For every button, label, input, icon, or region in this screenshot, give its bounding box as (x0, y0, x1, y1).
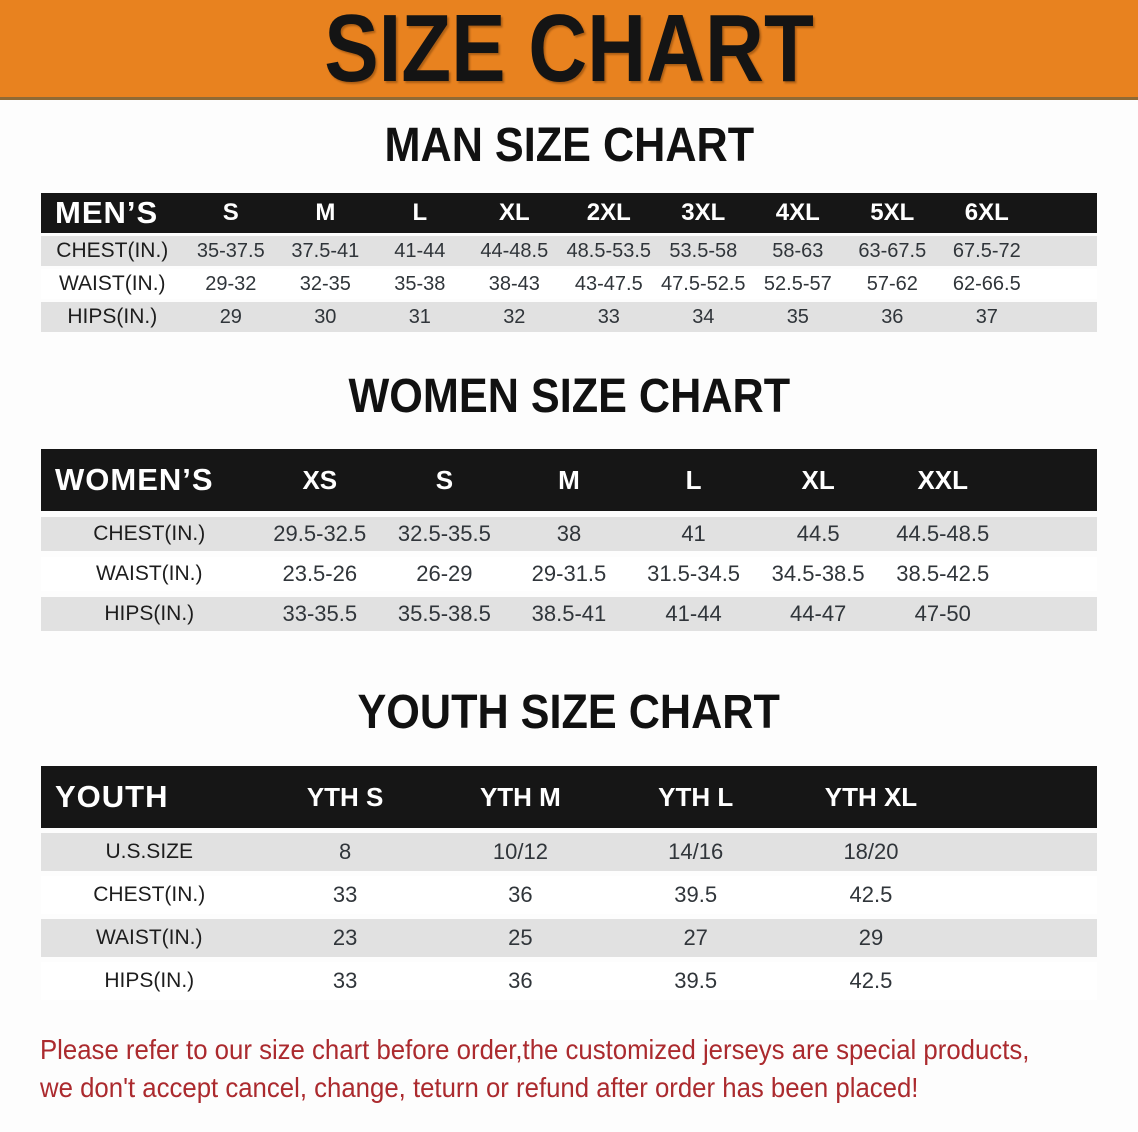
women-size-chart-title (0, 371, 1138, 423)
size-chart-banner (0, 0, 1138, 100)
size-value-cell: 41 (631, 517, 756, 551)
mens-table-header-row (41, 193, 1097, 233)
size-value-cell: 63-67.5 (845, 236, 940, 266)
size-col-header: M (507, 449, 632, 511)
size-col-header: XL (756, 449, 881, 511)
size-value-cell: 32.5-35.5 (382, 517, 507, 551)
man-size-chart-title-text: MAN SIZE CHART (384, 119, 754, 172)
size-value-cell: 53.5-58 (656, 236, 751, 266)
table-row (41, 597, 1097, 631)
size-value-cell: 34.5-38.5 (756, 557, 881, 591)
spacer-cell (1005, 557, 1097, 591)
size-value-cell: 35-38 (373, 269, 468, 299)
womens-size-table (41, 443, 1097, 637)
size-value-cell: 35-37.5 (184, 236, 279, 266)
womens-table-group-label: WOMEN’S (41, 449, 257, 511)
size-value-cell: 31.5-34.5 (631, 557, 756, 591)
table-row (41, 517, 1097, 551)
size-value-cell: 18/20 (783, 833, 958, 871)
size-value-cell: 41-44 (631, 597, 756, 631)
size-value-cell: 37.5-41 (278, 236, 373, 266)
size-value-cell: 47.5-52.5 (656, 269, 751, 299)
size-value-cell: 8 (257, 833, 432, 871)
mens-size-table (41, 190, 1097, 335)
size-value-cell: 33 (257, 962, 432, 1000)
size-value-cell: 33-35.5 (257, 597, 382, 631)
row-label: CHEST(IN.) (41, 236, 184, 266)
disclaimer-note (40, 1031, 1138, 1107)
size-col-header: 4XL (751, 193, 846, 233)
table-row (41, 236, 1097, 266)
youth-size-chart-title-text: YOUTH SIZE CHART (357, 686, 781, 739)
size-col-header: L (631, 449, 756, 511)
disclaimer-line-1: Please refer to our size chart before order,the customized jerseys are special products, (40, 1034, 1030, 1065)
size-value-cell: 39.5 (608, 962, 783, 1000)
size-col-header: 5XL (845, 193, 940, 233)
size-col-header: 3XL (656, 193, 751, 233)
spacer-cell (959, 962, 1097, 1000)
size-chart-banner-title: SIZE CHART (324, 0, 814, 102)
size-col-header: YTH S (257, 766, 432, 828)
size-value-cell: 44.5 (756, 517, 881, 551)
table-row (41, 269, 1097, 299)
size-value-cell: 23.5-26 (257, 557, 382, 591)
row-label: CHEST(IN.) (41, 517, 257, 551)
size-value-cell: 25 (433, 919, 608, 957)
size-value-cell: 32 (467, 302, 562, 332)
row-label: U.S.SIZE (41, 833, 257, 871)
row-label: WAIST(IN.) (41, 557, 257, 591)
youth-table-header-row (41, 766, 1097, 828)
size-col-header: S (382, 449, 507, 511)
table-row (41, 557, 1097, 591)
size-col-header: YTH XL (783, 766, 958, 828)
size-value-cell: 41-44 (373, 236, 468, 266)
size-value-cell: 26-29 (382, 557, 507, 591)
spacer-cell (1034, 193, 1097, 233)
man-size-chart-title (0, 120, 1138, 172)
spacer-cell (1005, 517, 1097, 551)
table-row (41, 962, 1097, 1000)
size-value-cell: 10/12 (433, 833, 608, 871)
row-label: WAIST(IN.) (41, 269, 184, 299)
row-label: CHEST(IN.) (41, 876, 257, 914)
spacer-cell (1034, 269, 1097, 299)
size-value-cell: 32-35 (278, 269, 373, 299)
size-value-cell: 52.5-57 (751, 269, 846, 299)
size-value-cell: 42.5 (783, 962, 958, 1000)
size-value-cell: 62-66.5 (940, 269, 1035, 299)
size-value-cell: 44.5-48.5 (880, 517, 1005, 551)
size-value-cell: 36 (433, 876, 608, 914)
size-value-cell: 36 (433, 962, 608, 1000)
size-value-cell: 29-31.5 (507, 557, 632, 591)
size-col-header: XXL (880, 449, 1005, 511)
size-value-cell: 57-62 (845, 269, 940, 299)
spacer-cell (959, 919, 1097, 957)
disclaimer-line-2: we don't accept cancel, change, teturn or refund after order has been placed! (40, 1072, 919, 1103)
size-value-cell: 43-47.5 (562, 269, 657, 299)
size-value-cell: 29.5-32.5 (257, 517, 382, 551)
size-value-cell: 38.5-42.5 (880, 557, 1005, 591)
size-value-cell: 47-50 (880, 597, 1005, 631)
size-value-cell: 58-63 (751, 236, 846, 266)
size-value-cell: 29 (184, 302, 279, 332)
size-value-cell: 44-48.5 (467, 236, 562, 266)
size-value-cell: 38 (507, 517, 632, 551)
size-col-header: XS (257, 449, 382, 511)
size-value-cell: 35 (751, 302, 846, 332)
youth-size-chart-title (0, 687, 1138, 739)
size-value-cell: 27 (608, 919, 783, 957)
size-value-cell: 29-32 (184, 269, 279, 299)
size-value-cell: 30 (278, 302, 373, 332)
table-row (41, 833, 1097, 871)
size-col-header: L (373, 193, 468, 233)
mens-table-group-label: MEN’S (41, 193, 184, 233)
size-value-cell: 37 (940, 302, 1035, 332)
size-value-cell: 31 (373, 302, 468, 332)
spacer-cell (1034, 236, 1097, 266)
size-col-header: 6XL (940, 193, 1035, 233)
size-value-cell: 35.5-38.5 (382, 597, 507, 631)
youth-size-table (41, 761, 1097, 1005)
size-value-cell: 38-43 (467, 269, 562, 299)
size-col-header: YTH M (433, 766, 608, 828)
size-value-cell: 33 (257, 876, 432, 914)
size-value-cell: 14/16 (608, 833, 783, 871)
table-row (41, 876, 1097, 914)
size-value-cell: 36 (845, 302, 940, 332)
spacer-cell (959, 766, 1097, 828)
size-value-cell: 29 (783, 919, 958, 957)
size-value-cell: 42.5 (783, 876, 958, 914)
spacer-cell (1005, 449, 1097, 511)
size-value-cell: 34 (656, 302, 751, 332)
size-col-header: M (278, 193, 373, 233)
womens-table-header-row (41, 449, 1097, 511)
size-col-header: S (184, 193, 279, 233)
size-value-cell: 44-47 (756, 597, 881, 631)
size-value-cell: 39.5 (608, 876, 783, 914)
table-row (41, 302, 1097, 332)
size-value-cell: 33 (562, 302, 657, 332)
spacer-cell (959, 876, 1097, 914)
spacer-cell (1005, 597, 1097, 631)
row-label: HIPS(IN.) (41, 302, 184, 332)
row-label: HIPS(IN.) (41, 597, 257, 631)
row-label: HIPS(IN.) (41, 962, 257, 1000)
spacer-cell (1034, 302, 1097, 332)
size-value-cell: 38.5-41 (507, 597, 632, 631)
size-col-header: XL (467, 193, 562, 233)
table-row (41, 919, 1097, 957)
women-size-chart-title-text: WOMEN SIZE CHART (348, 370, 790, 423)
size-value-cell: 23 (257, 919, 432, 957)
size-col-header: YTH L (608, 766, 783, 828)
size-value-cell: 48.5-53.5 (562, 236, 657, 266)
size-col-header: 2XL (562, 193, 657, 233)
row-label: WAIST(IN.) (41, 919, 257, 957)
size-value-cell: 67.5-72 (940, 236, 1035, 266)
spacer-cell (959, 833, 1097, 871)
youth-table-group-label: YOUTH (41, 766, 257, 828)
